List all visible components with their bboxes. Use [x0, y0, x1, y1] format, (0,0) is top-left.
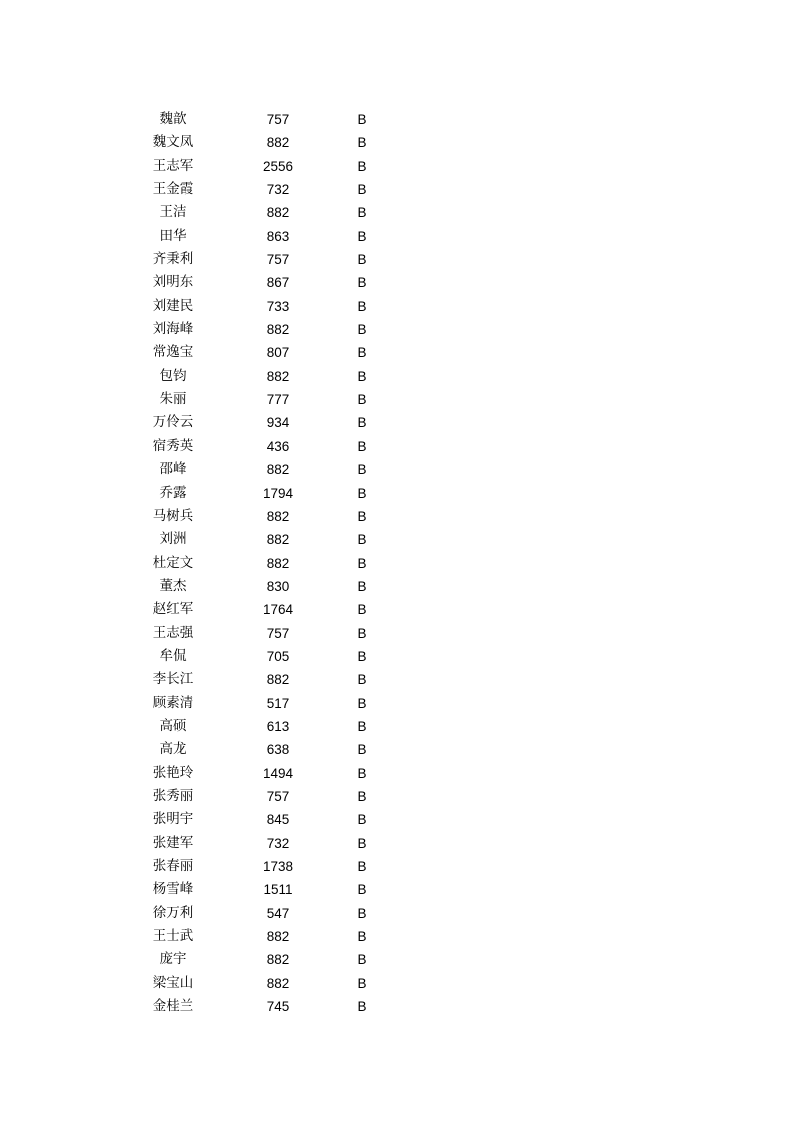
table-row — [0, 645, 793, 668]
grade-cell: B — [357, 999, 367, 1015]
amount-cell: 882 — [266, 205, 290, 221]
grade-cell: B — [357, 578, 367, 594]
grade-cell: B — [357, 462, 367, 478]
name-cell: 马树兵 — [152, 507, 194, 524]
amount-cell: 882 — [266, 135, 290, 151]
table-row — [0, 902, 793, 925]
name-cell: 顾素清 — [152, 694, 194, 711]
table-row — [0, 575, 793, 598]
grade-cell: B — [357, 298, 367, 314]
name-cell: 宿秀英 — [152, 437, 194, 454]
amount-cell: 882 — [266, 368, 290, 384]
name-cell: 刘海峰 — [152, 321, 194, 338]
name-cell: 梁宝山 — [152, 974, 194, 991]
name-cell: 魏文凤 — [152, 134, 194, 151]
name-cell: 庞宇 — [159, 951, 187, 968]
amount-cell: 732 — [266, 182, 290, 198]
amount-cell: 1794 — [262, 485, 294, 501]
amount-cell: 732 — [266, 835, 290, 851]
table-row — [0, 482, 793, 505]
amount-cell: 807 — [266, 345, 290, 361]
grade-cell: B — [357, 228, 367, 244]
amount-cell: 882 — [266, 952, 290, 968]
grade-cell: B — [357, 859, 367, 874]
name-cell: 齐秉利 — [152, 251, 194, 268]
table-row — [0, 925, 793, 948]
table-row — [0, 108, 793, 131]
amount-cell: 757 — [266, 112, 290, 127]
table-row — [0, 948, 793, 971]
grade-cell: B — [357, 718, 367, 734]
grade-cell: B — [357, 438, 367, 454]
table-row — [0, 201, 793, 224]
table-row — [0, 318, 793, 341]
table-row — [0, 668, 793, 691]
name-cell: 赵红军 — [152, 601, 194, 618]
table-row — [0, 808, 793, 831]
name-cell: 刘建民 — [152, 297, 194, 314]
table-row — [0, 131, 793, 154]
table-row — [0, 598, 793, 621]
grade-cell: B — [357, 485, 367, 501]
grade-cell: B — [357, 625, 367, 641]
data-table — [0, 108, 793, 1018]
amount-cell: 745 — [266, 999, 290, 1015]
amount-cell: 830 — [266, 578, 290, 594]
table-row — [0, 972, 793, 995]
amount-cell: 777 — [266, 392, 290, 408]
grade-cell: B — [357, 835, 367, 851]
table-row — [0, 341, 793, 364]
grade-cell: B — [357, 205, 367, 221]
table-row — [0, 505, 793, 528]
amount-cell: 882 — [266, 508, 290, 524]
amount-cell: 517 — [266, 695, 290, 711]
table-row — [0, 995, 793, 1018]
name-cell: 刘洲 — [159, 531, 187, 548]
table-row — [0, 878, 793, 901]
table-row — [0, 435, 793, 458]
name-cell: 金桂兰 — [152, 998, 194, 1015]
grade-cell: B — [357, 532, 367, 548]
amount-cell: 867 — [266, 275, 290, 291]
name-cell: 王志强 — [152, 624, 194, 641]
table-row — [0, 365, 793, 388]
table-row — [0, 271, 793, 294]
amount-cell: 547 — [266, 905, 290, 921]
grade-cell: B — [357, 975, 367, 991]
amount-cell: 2556 — [262, 158, 294, 174]
table-row — [0, 832, 793, 855]
name-cell: 徐万利 — [152, 904, 194, 921]
name-cell: 万伶云 — [152, 414, 194, 431]
name-cell: 王洁 — [159, 204, 187, 221]
name-cell: 李长江 — [152, 671, 194, 688]
grade-cell: B — [357, 252, 367, 268]
amount-cell: 882 — [266, 672, 290, 688]
grade-cell: B — [357, 929, 367, 945]
name-cell: 高龙 — [159, 741, 187, 758]
grade-cell: B — [357, 345, 367, 361]
grade-cell: B — [357, 602, 367, 618]
name-cell: 董杰 — [159, 577, 187, 594]
name-cell: 张明宇 — [152, 811, 194, 828]
table-row — [0, 458, 793, 481]
grade-cell: B — [357, 392, 367, 408]
table-row — [0, 411, 793, 434]
amount-cell: 882 — [266, 929, 290, 945]
name-cell: 张建军 — [152, 834, 194, 851]
name-cell: 张艳玲 — [152, 764, 194, 781]
name-cell: 刘明东 — [152, 274, 194, 291]
table-row — [0, 178, 793, 201]
name-cell: 包钧 — [159, 367, 187, 384]
amount-cell: 1764 — [262, 602, 294, 618]
grade-cell: B — [357, 158, 367, 174]
amount-cell: 845 — [266, 812, 290, 828]
amount-cell: 882 — [266, 532, 290, 548]
name-cell: 王金霞 — [152, 181, 194, 198]
grade-cell: B — [357, 135, 367, 151]
grade-cell: B — [357, 648, 367, 664]
table-row — [0, 762, 793, 785]
amount-cell: 934 — [266, 415, 290, 431]
table-row — [0, 785, 793, 808]
grade-cell: B — [357, 112, 367, 127]
name-cell: 魏歆 — [159, 111, 187, 127]
name-cell: 杜定文 — [152, 554, 194, 571]
amount-cell: 882 — [266, 555, 290, 571]
grade-cell: B — [357, 788, 367, 804]
table-row — [0, 552, 793, 575]
amount-cell: 1494 — [262, 765, 294, 781]
table-row — [0, 692, 793, 715]
table-row — [0, 388, 793, 411]
grade-cell: B — [357, 322, 367, 338]
grade-cell: B — [357, 742, 367, 758]
name-cell: 邵峰 — [159, 461, 187, 478]
amount-cell: 436 — [266, 438, 290, 454]
grade-cell: B — [357, 182, 367, 198]
amount-cell: 757 — [266, 625, 290, 641]
grade-cell: B — [357, 905, 367, 921]
table-row — [0, 528, 793, 551]
amount-cell: 882 — [266, 975, 290, 991]
table-row — [0, 855, 793, 878]
name-cell: 乔露 — [159, 484, 187, 501]
grade-cell: B — [357, 765, 367, 781]
name-cell: 杨雪峰 — [152, 881, 194, 898]
name-cell: 张秀丽 — [152, 787, 194, 804]
amount-cell: 1738 — [262, 859, 294, 874]
amount-cell: 638 — [266, 742, 290, 758]
grade-cell: B — [357, 415, 367, 431]
amount-cell: 863 — [266, 228, 290, 244]
name-cell: 牟侃 — [159, 647, 187, 664]
grade-cell: B — [357, 275, 367, 291]
name-cell: 高硕 — [159, 717, 187, 734]
table-row — [0, 738, 793, 761]
amount-cell: 757 — [266, 788, 290, 804]
amount-cell: 882 — [266, 322, 290, 338]
name-cell: 王士武 — [152, 928, 194, 945]
amount-cell: 757 — [266, 252, 290, 268]
table-row — [0, 155, 793, 178]
amount-cell: 733 — [266, 298, 290, 314]
table-row — [0, 225, 793, 248]
name-cell: 常逸宝 — [152, 344, 194, 361]
grade-cell: B — [357, 695, 367, 711]
name-cell: 张春丽 — [152, 858, 194, 874]
table-row — [0, 622, 793, 645]
name-cell: 王志军 — [152, 157, 194, 174]
grade-cell: B — [357, 368, 367, 384]
amount-cell: 1511 — [263, 882, 293, 898]
table-row — [0, 295, 793, 318]
grade-cell: B — [357, 508, 367, 524]
amount-cell: 882 — [266, 462, 290, 478]
table-row — [0, 248, 793, 271]
amount-cell: 613 — [266, 718, 290, 734]
amount-cell: 705 — [266, 648, 290, 664]
name-cell: 朱丽 — [159, 391, 187, 408]
grade-cell: B — [357, 672, 367, 688]
grade-cell: B — [357, 882, 367, 898]
grade-cell: B — [357, 555, 367, 571]
table-row — [0, 715, 793, 738]
grade-cell: B — [357, 952, 367, 968]
grade-cell: B — [357, 812, 367, 828]
name-cell: 田华 — [159, 227, 187, 244]
